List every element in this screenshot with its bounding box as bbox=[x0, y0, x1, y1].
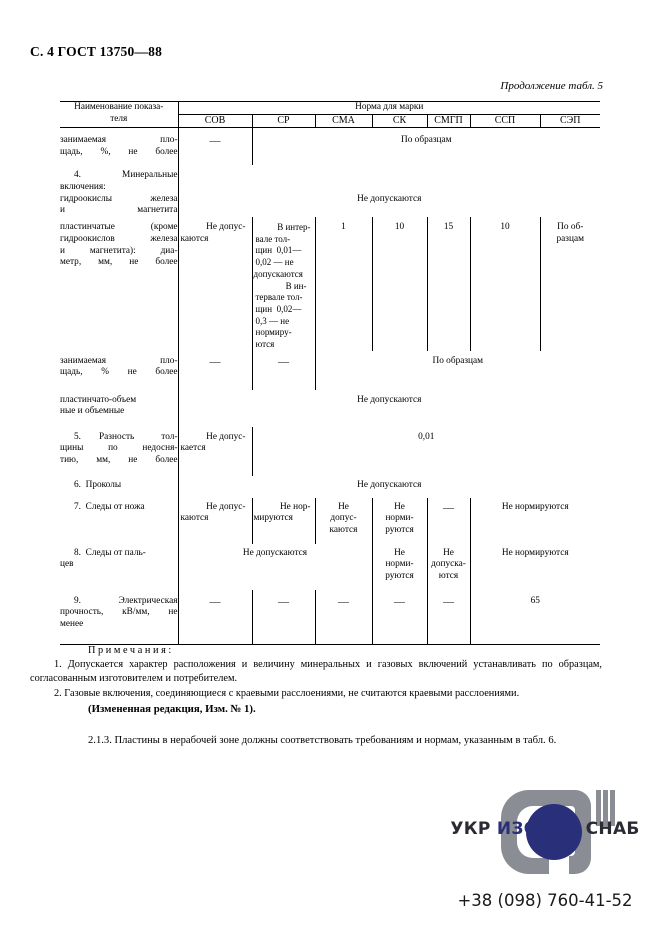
row-name-line1: 5. Разность тол- bbox=[74, 431, 178, 442]
header-brand-sk: СК bbox=[372, 114, 427, 128]
row-name-line2: щадь, %, не более bbox=[60, 147, 178, 157]
header-cell-indicator-name bbox=[60, 102, 178, 128]
company-logo-block bbox=[440, 786, 650, 926]
value-sr-line10: нормиру- bbox=[255, 327, 292, 338]
value-sk bbox=[372, 544, 427, 590]
table-row bbox=[60, 544, 600, 590]
value-sov-line2: каются bbox=[180, 513, 209, 524]
row-name-line2: щадь, % не более bbox=[60, 367, 178, 378]
value-smgp-line1: Не bbox=[443, 547, 454, 558]
row-name-dielectric-strength bbox=[60, 590, 178, 645]
row-name-mineral-inclusions bbox=[60, 165, 178, 217]
value-smgp-line2: допуска- bbox=[431, 559, 466, 570]
row-name-line2: прочность, кВ/мм, не bbox=[60, 607, 178, 618]
row-name-line2: цев bbox=[60, 559, 74, 570]
logo-word-ukr: УКР bbox=[450, 819, 497, 839]
value-all-merged: Не допускаются bbox=[357, 394, 422, 405]
row-name-thickness-difference bbox=[60, 427, 178, 476]
value-sov bbox=[178, 498, 252, 544]
value-sr-line7: тервале тол- bbox=[255, 292, 303, 303]
value-sr: — bbox=[252, 590, 315, 645]
page-header-label: С. 4 ГОСТ 13750—88 bbox=[30, 44, 163, 59]
table-row bbox=[60, 390, 600, 427]
table-row bbox=[60, 427, 600, 476]
logo-word-snab: СНАБ bbox=[579, 819, 640, 839]
value-sr-line4: 0,02 — не bbox=[255, 257, 294, 268]
value-ssp-sep-merged: 65 bbox=[470, 590, 600, 645]
row-name-line1: 7. Следы от ножа bbox=[74, 501, 145, 512]
clause-block bbox=[30, 733, 602, 748]
row-name-line3: гидроокислы железа bbox=[60, 193, 178, 204]
value-sk: 10 bbox=[372, 217, 427, 351]
row-name-line1: занимаемая пло- bbox=[60, 355, 178, 366]
value-all-merged: Не допускаются bbox=[357, 194, 422, 205]
value-sov-line1: Не допус- bbox=[206, 431, 246, 442]
value-ssp: 10 bbox=[470, 217, 540, 351]
value-rest-merged: По образцам bbox=[252, 128, 600, 166]
value-sk-line2: норми- bbox=[385, 513, 414, 524]
header-brand-sr: СР bbox=[252, 114, 315, 128]
value-sma-line2: допус- bbox=[330, 513, 357, 524]
header-indicator-line1: Наименование показа- bbox=[74, 102, 164, 112]
value-sk bbox=[372, 498, 427, 544]
row-name-line2: щины по недосня- bbox=[60, 443, 178, 454]
value-sk: — bbox=[372, 590, 427, 645]
row-name-line1: пластинчатые (кроме bbox=[60, 222, 178, 233]
table-header-row-1 bbox=[60, 102, 600, 115]
row-name-lamellar-volumetric bbox=[60, 390, 178, 427]
value-smgp: 15 bbox=[427, 217, 470, 351]
header-brand-sov: СОВ bbox=[178, 114, 252, 128]
value-ssp-sep-merged: Не нормируются bbox=[470, 544, 600, 590]
row-name-line4: метр, мм, не более bbox=[60, 257, 178, 268]
value-rest-merged: По образцам bbox=[315, 351, 600, 390]
value-sr-line11: ются bbox=[255, 338, 275, 349]
table-continuation-label: Продолжение табл. 5 bbox=[500, 80, 603, 92]
row-name-line4: и магнетита bbox=[60, 205, 178, 216]
value-sma: — bbox=[315, 590, 372, 645]
value-sk-line2: норми- bbox=[385, 559, 414, 570]
value-sr-line2: мируются bbox=[253, 513, 293, 524]
table-row bbox=[60, 351, 600, 390]
value-sov-line1: Не допус- bbox=[206, 501, 246, 512]
value-smgp-line3: ются bbox=[438, 571, 459, 582]
row-name-area-percent-1 bbox=[60, 128, 178, 166]
value-sep-line2: разцам bbox=[556, 233, 584, 244]
value-sov: — bbox=[178, 128, 252, 166]
header-brand-smgp: СМГП bbox=[427, 114, 470, 128]
header-brand-sma: СМА bbox=[315, 114, 372, 128]
value-ssp-sep-merged: Не нормируются bbox=[470, 498, 600, 544]
value-sma-line3: каются bbox=[329, 525, 358, 536]
value-sr-line5: допускаются bbox=[253, 268, 303, 279]
value-smgp bbox=[427, 544, 470, 590]
row-name-area-percent-2 bbox=[60, 351, 178, 390]
header-cell-norm-group: Норма для марки bbox=[178, 102, 600, 115]
row-name-line1: занимаемая пло- bbox=[60, 135, 178, 146]
value-sma bbox=[315, 498, 372, 544]
row-name-line3: и магнетита): диа- bbox=[60, 245, 178, 256]
header-indicator-line2: теля bbox=[110, 113, 128, 124]
row-name-lamellar bbox=[60, 217, 178, 351]
value-sk-line1: Не bbox=[394, 501, 405, 512]
row-name-line1: 8. Следы от паль- bbox=[74, 547, 146, 558]
norms-table-wrapper bbox=[60, 101, 600, 645]
value-sov-line2: каются bbox=[180, 233, 209, 244]
value-sr-line1: Не нор- bbox=[279, 501, 311, 512]
value-sov-sma-merged: Не допускаются bbox=[242, 547, 308, 558]
value-rest-merged: 0,01 bbox=[252, 427, 600, 476]
row-name-line2: включения: bbox=[60, 182, 106, 192]
value-sma-line1: Не bbox=[338, 501, 349, 512]
notes-title: Примечания: bbox=[88, 645, 174, 656]
row-name-line1: пластинчато-объем bbox=[60, 394, 137, 405]
value-sr-line1: В интер- bbox=[277, 222, 311, 233]
table-row bbox=[60, 165, 600, 217]
contact-phone-number: +38 (098) 760-41-52 bbox=[457, 891, 633, 910]
row-name-finger-marks bbox=[60, 544, 178, 590]
row-name-line1: 4. Минеральные bbox=[74, 170, 178, 181]
value-sk-line3: руются bbox=[385, 525, 414, 536]
value-smgp: — bbox=[427, 590, 470, 645]
row-name-line3: тию, мм, не более bbox=[60, 455, 178, 466]
value-sma: 1 bbox=[315, 217, 372, 351]
value-sr-line9: 0,3 — не bbox=[255, 315, 290, 326]
value-sr-line2: вале тол- bbox=[255, 233, 291, 244]
value-sov: — bbox=[209, 355, 221, 368]
header-brand-sep: СЭП bbox=[540, 114, 600, 128]
table-row bbox=[60, 590, 600, 645]
value-sep bbox=[540, 217, 600, 351]
value-sr: — bbox=[252, 351, 315, 390]
value-sov: — bbox=[178, 590, 252, 645]
norms-table bbox=[60, 101, 600, 645]
note-item-1: 1. Допускается характер расположения и величину минеральных и газовых включений устанавливать по образцам, согласованным изготовителем и потребителем. bbox=[30, 659, 602, 685]
logo-word-izolit: ИЗОЛИТ bbox=[496, 819, 580, 839]
value-sov-line2: кается bbox=[180, 443, 206, 454]
value-sov bbox=[178, 427, 252, 476]
row-name-line1: 9. Электрическая bbox=[74, 595, 178, 606]
value-all-merged: Не допускаются bbox=[357, 479, 422, 490]
table-row bbox=[60, 476, 600, 498]
table-row bbox=[60, 217, 600, 351]
table-row bbox=[60, 498, 600, 544]
row-name-knife-marks bbox=[60, 498, 178, 544]
notes-block bbox=[30, 644, 602, 701]
value-sov-line1: Не допус- bbox=[206, 222, 246, 233]
note-item-2: 2. Газовые включения, соединяющиеся с краевыми расслоениями, не считаются краевыми расслоениями. bbox=[54, 687, 520, 699]
value-sr bbox=[252, 498, 315, 544]
logo-wordmark bbox=[440, 819, 650, 839]
row-name-line2: гидроокислов железа bbox=[60, 233, 178, 244]
table-row bbox=[60, 128, 600, 166]
value-sr bbox=[252, 217, 315, 351]
value-sk-line1: Не bbox=[394, 547, 405, 558]
value-smgp: — bbox=[427, 498, 470, 544]
header-brand-ssp: ССП bbox=[470, 114, 540, 128]
row-name-line2: ные и объемные bbox=[60, 406, 125, 417]
clause-text: 2.1.3. Пластины в нерабочей зоне должны соответствовать требованиям и нормам, указанным в табл. 6. bbox=[88, 735, 557, 746]
row-name-line3: менее bbox=[60, 619, 84, 630]
row-name-line1: 6. Проколы bbox=[74, 479, 122, 490]
value-sr-line3: щин 0,01— bbox=[255, 245, 302, 256]
value-sr-line6: В ин- bbox=[285, 280, 307, 291]
value-sr-line8: щин 0,02— bbox=[255, 303, 302, 314]
redaction-note: (Измененная редакция, Изм. № 1). bbox=[88, 703, 256, 715]
row-name-punctures bbox=[60, 476, 178, 498]
value-sk-line3: руются bbox=[385, 571, 414, 582]
value-sep-line1: По об- bbox=[557, 222, 584, 233]
value-sov bbox=[178, 217, 252, 351]
